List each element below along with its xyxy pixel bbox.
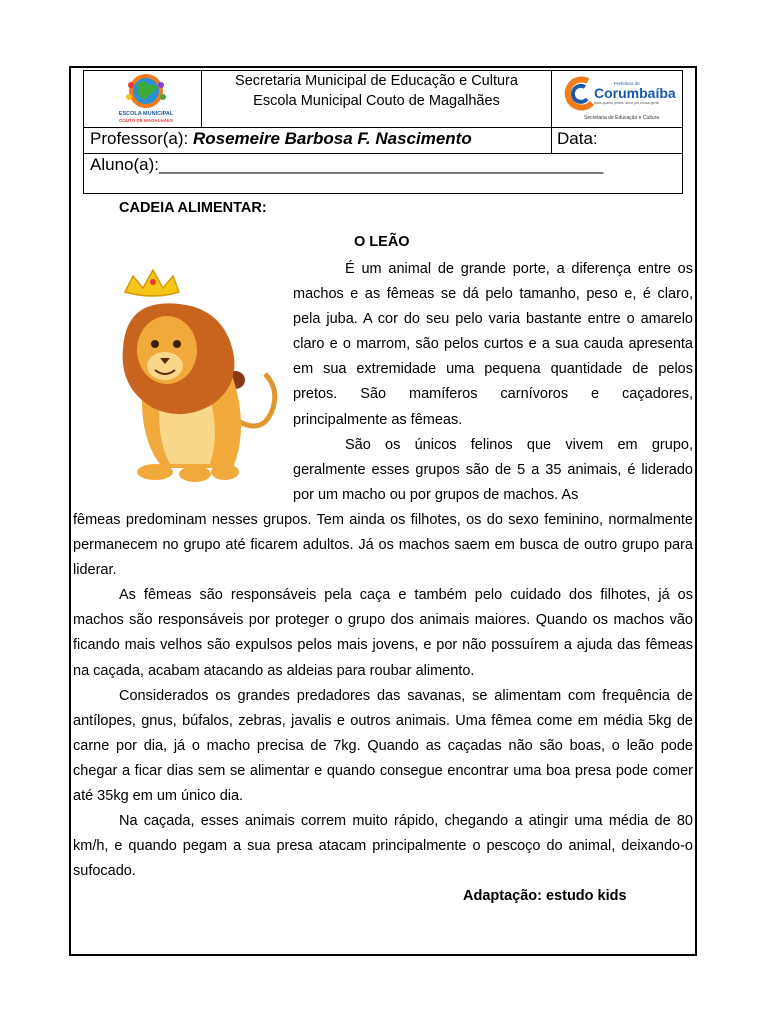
city-logo-slogan: Mais quanto juntos, amor por nossa gente — [594, 101, 660, 105]
source-credit: Adaptação: estudo kids — [463, 888, 627, 904]
city-logo-name: Corumbaíba — [594, 85, 676, 101]
school-logo-text: ESCOLA MUNICIPAL — [118, 111, 174, 117]
text-beside-image — [293, 257, 693, 508]
lion-illustration — [105, 268, 280, 490]
paragraph-1: É um animal de grande porte, a diferença entre os machos e as fêmeas se dá pelo tamanho, peso e, é claro, pela juba. A cor do seu pelo varia bastante entre o amarelo claro e o marrom, são pelos curtos e a sua cauda apresenta em sua extremidade uma pequena quantidade de pelos pretos. São mamíferos carnívoros e caçadores, principalmente as fêmeas. — [293, 261, 693, 428]
paragraph-3: As fêmeas são responsáveis pela caça e também pelo cuidado dos filhotes, já os machos são responsáveis por proteger o grupo dos animais maiores. Quando os machos vão ficando mais velhos são expulsos pelos mais jovens, e por não possuírem a ajuda das fêmeas na caçada, acabam atacando as aldeias para roubar alimento. — [73, 587, 693, 679]
school-name: Escola Municipal Couto de Magalhães — [253, 93, 500, 109]
teacher-name: Rosemeire Barbosa F. Nascimento — [192, 129, 472, 148]
header-titles — [201, 71, 552, 127]
city-logo — [551, 71, 682, 127]
city-logo-graphic — [552, 71, 682, 127]
paragraph-2: São os únicos felinos que vivem em grupo, geralmente esses grupos são de 5 a 35 animais, é liderado por um macho ou por grupos de machos. As — [293, 436, 693, 503]
date-label: Data: — [557, 129, 598, 148]
paragraph-5: Na caçada, esses animais correm muito rápido, chegando a atingir uma média de 80 km/h, e quando pegam a sua presa atacam principalmente o pescoço do animal, deixando-o sufocado. — [73, 813, 693, 880]
header-top-row — [84, 71, 682, 128]
city-logo-subtext: Secretaria de Educação e Cultura — [584, 115, 660, 121]
story-title: O LEÃO — [354, 234, 410, 250]
header-table — [83, 70, 683, 194]
department-name: Secretaria Municipal de Educação e Cultura — [235, 73, 518, 89]
teacher-field — [90, 129, 472, 149]
teacher-row — [84, 127, 682, 154]
paragraph-2-continued: fêmeas predominam nesses grupos. Tem ainda os filhotes, os do sexo feminino, normalmente permanecem no grupo até ficarem adultos. Já os machos saem em busca de outro grupo para liderar. — [73, 512, 693, 579]
text-full-width — [73, 508, 693, 884]
date-cell[interactable] — [551, 127, 682, 153]
paragraph-4: Considerados os grandes predadores das savanas, se alimentam com frequência de antílopes, gnus, búfalos, zebras, javalis e outros animais. Uma fêmea come em média 5kg de carne por dia, já o macho precisa de 7kg. Quando as caçadas não são boas, o leão pode chegar a ficar dias sem se alimentar e quando consegue encontrar uma boa presa pode comer até 35kg em um único dia. — [73, 687, 693, 805]
section-title: CADEIA ALIMENTAR: — [119, 200, 267, 216]
city-logo-prefix: Prefeitura de — [614, 81, 640, 86]
school-logo-subtext: COUTO DE MAGALHÃES — [119, 118, 173, 123]
school-logo — [84, 71, 202, 127]
student-field[interactable]: Aluno(a):_______________________________________________ — [90, 155, 604, 174]
school-logo-graphic — [84, 71, 201, 127]
teacher-label: Professor(a): — [90, 129, 189, 148]
